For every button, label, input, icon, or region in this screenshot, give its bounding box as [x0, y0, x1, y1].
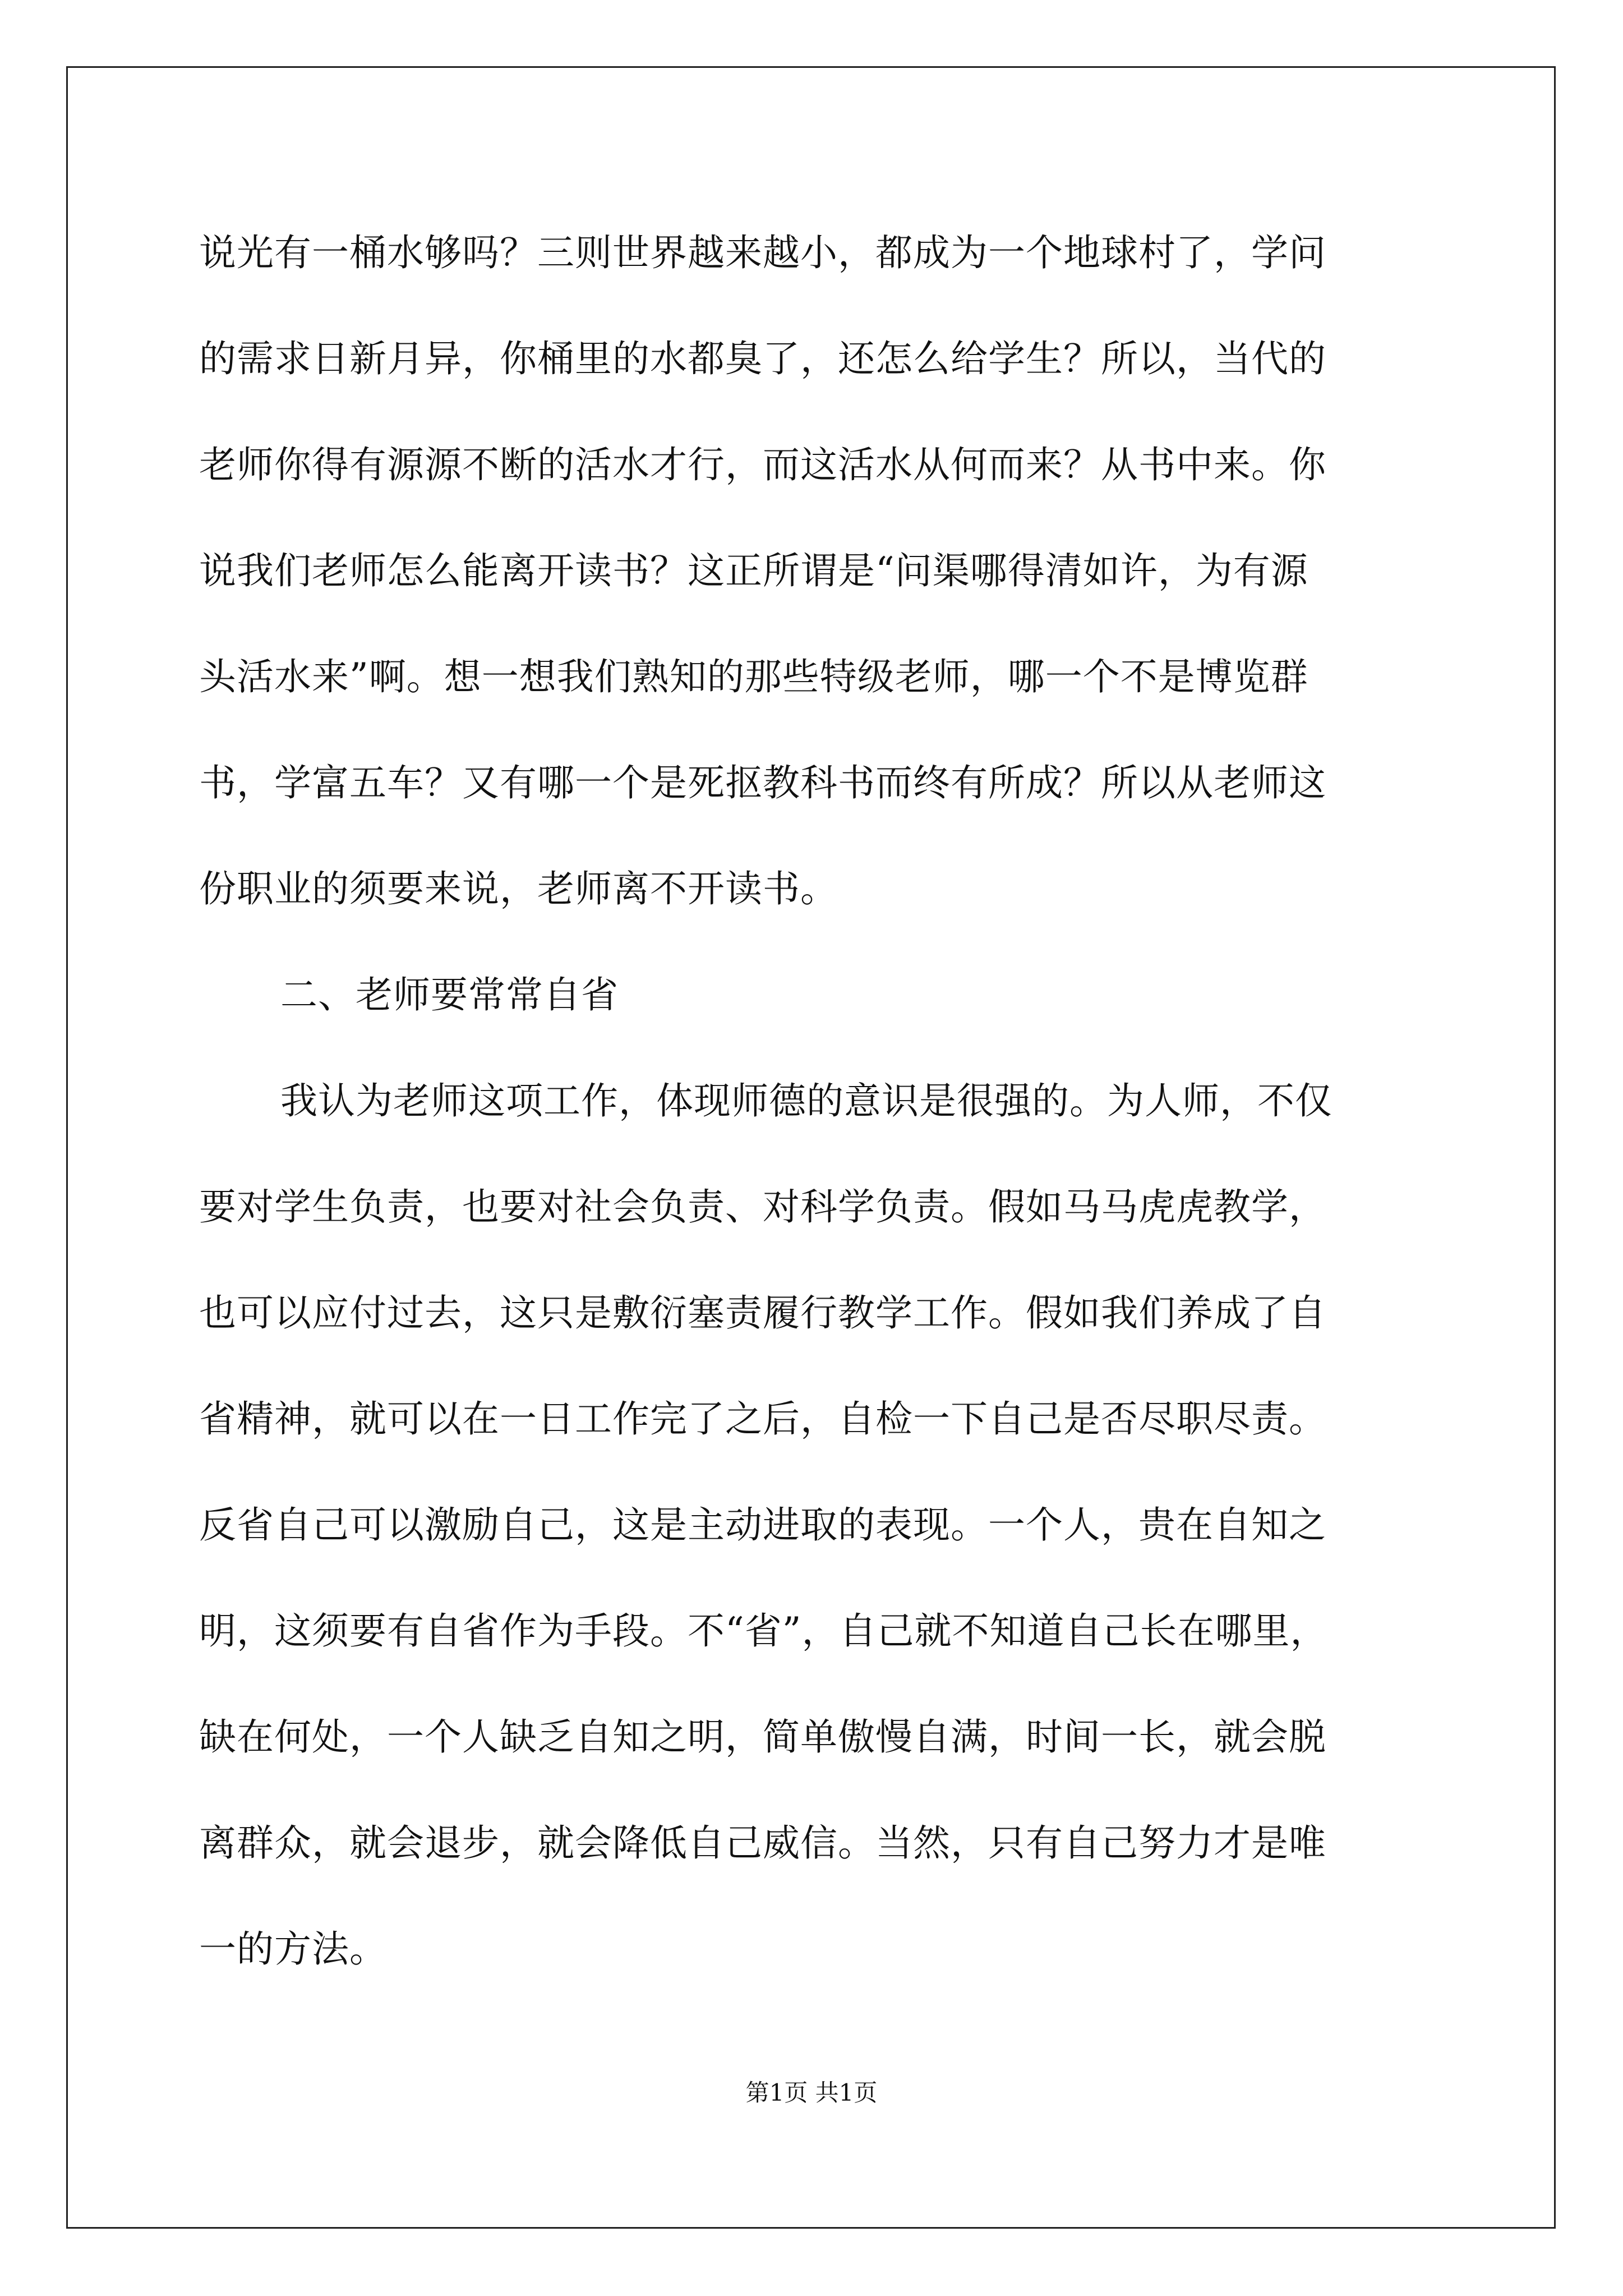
text-line: 反省自己可以激励自己，这是主动进取的表现。一个人，贵在自知之 [199, 1503, 1326, 1547]
text-line: 省精神，就可以在一日工作完了之后，自检一下自己是否尽职尽责。 [199, 1397, 1326, 1441]
page-number-footer: 第1页 共1页 [745, 2079, 878, 2106]
text-line: 离群众，就会退步，就会降低自己威信。当然，只有自己努力才是唯 [199, 1821, 1326, 1865]
section-heading: 二、老师要常常自省 [280, 973, 619, 1016]
text-line: 份职业的须要来说，老师离不开读书。 [199, 867, 838, 910]
text-line: 也可以应付过去，这只是敷衍塞责履行教学工作。假如我们养成了自 [199, 1291, 1326, 1335]
text-line: 明，这须要有自省作为手段。不“省”，自己就不知道自己长在哪里， [199, 1609, 1328, 1653]
text-line: 一的方法。 [199, 1927, 387, 1971]
text-line: 说光有一桶水够吗？三则世界越来越小，都成为一个地球村了，学问 [199, 231, 1326, 274]
text-line: 要对学生负责，也要对社会负责、对科学负责。假如马马虎虎教学， [199, 1185, 1326, 1228]
text-line: 头活水来”啊。想一想我们熟知的那些特级老师，哪一个不是博览群 [199, 655, 1308, 698]
text-line: 老师你得有源源不断的活水才行，而这活水从何而来？从书中来。你 [199, 443, 1326, 486]
text-line: 我认为老师这项工作，体现师德的意识是很强的。为人师，不仅 [280, 1079, 1332, 1122]
text-line: 的需求日新月异，你桶里的水都臭了，还怎么给学生？所以，当代的 [199, 337, 1326, 380]
text-line: 缺在何处，一个人缺乏自知之明，简单傲慢自满，时间一长，就会脱 [199, 1715, 1326, 1759]
text-line: 书，学富五车？又有哪一个是死抠教科书而终有所成？所以从老师这 [199, 761, 1326, 804]
text-line: 说我们老师怎么能离开读书？这正所谓是“问渠哪得清如许，为有源 [199, 549, 1308, 592]
page-border [66, 66, 1556, 2229]
